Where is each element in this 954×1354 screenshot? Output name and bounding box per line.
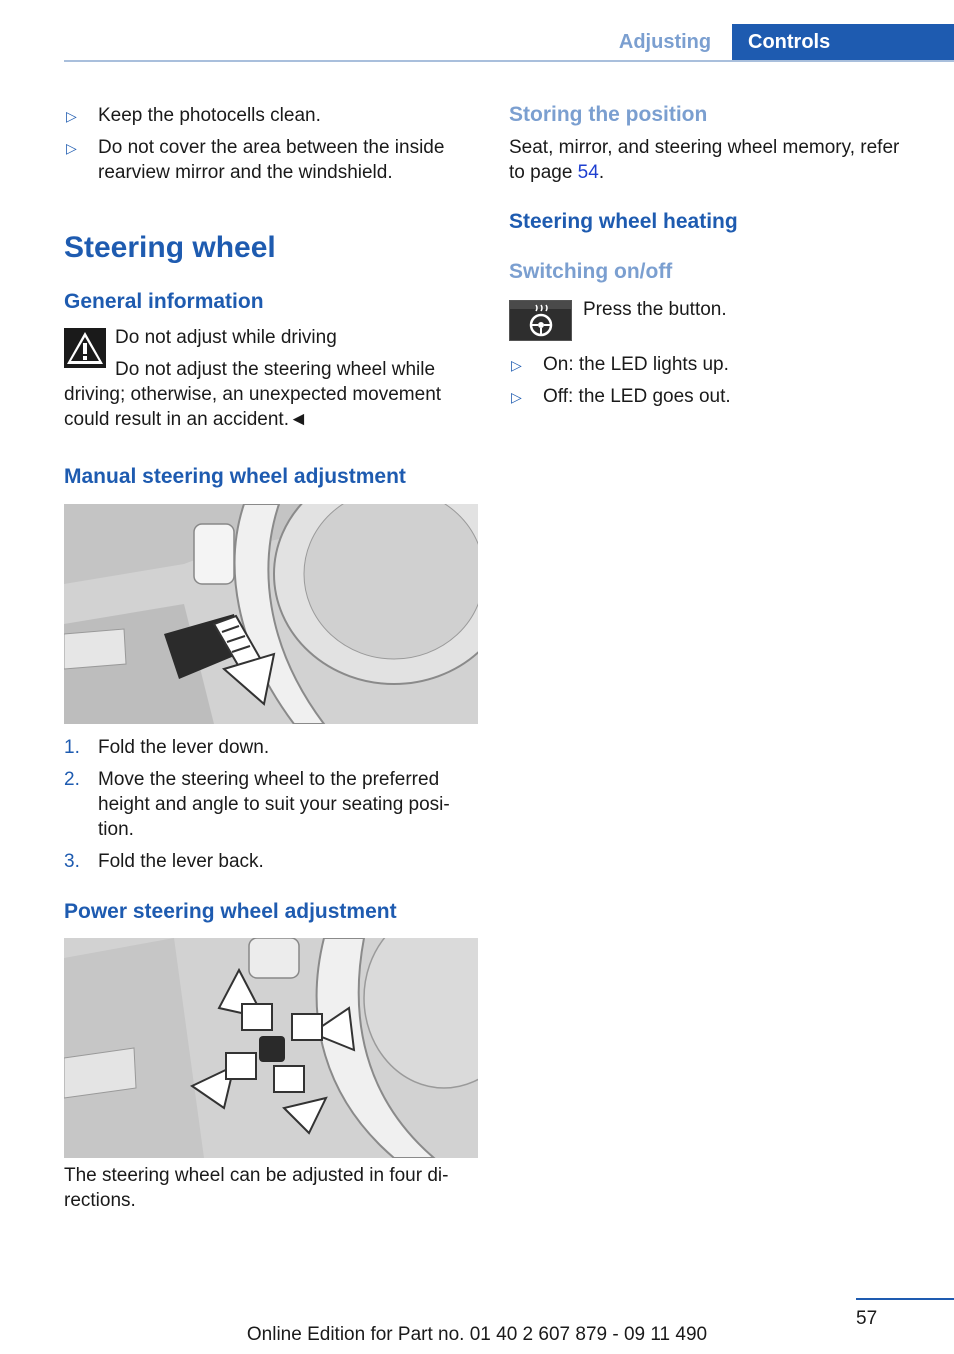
manual-adjustment-illustration <box>64 504 478 724</box>
footer-rule <box>856 1298 954 1300</box>
header-rule <box>64 60 954 62</box>
subsection-heading: Storing the position <box>509 103 708 126</box>
step-number: 2. <box>64 769 80 790</box>
step-number: 1. <box>64 737 80 758</box>
section-heading: Manual steering wheel adjustment <box>64 465 406 488</box>
bullet-text: Do not cover the area between the inside <box>98 137 445 158</box>
warning-text: driving; otherwise, an unexpected movement <box>64 384 442 405</box>
triangle-bullet-icon: ▷ <box>511 389 522 405</box>
caption-text: rections. <box>64 1190 136 1211</box>
body-text-prefix: to page <box>509 162 578 183</box>
body-text-suffix: . <box>598 162 605 183</box>
steering-wheel-heating-icon <box>509 300 572 341</box>
triangle-bullet-icon: ▷ <box>66 108 77 124</box>
step-text: Fold the lever down. <box>98 737 270 758</box>
step-number: 3. <box>64 851 80 872</box>
footer-edition: Online Edition for Part no. 01 40 2 607 879 - 09 11 490 <box>246 1324 708 1345</box>
warning-text: could result in an accident.◄ <box>64 409 308 430</box>
caption-text: The steering wheel can be adjusted in four di- <box>64 1165 449 1186</box>
page-title: Steering wheel <box>64 231 276 264</box>
step-text: Move the steering wheel to the preferred <box>98 769 440 790</box>
warning-triangle-icon <box>64 328 106 368</box>
warning-title: Do not adjust while driving <box>115 327 337 348</box>
press-instruction: Press the button. <box>583 299 727 320</box>
triangle-bullet-icon: ▷ <box>66 140 77 156</box>
bullet-text: rearview mirror and the windshield. <box>98 162 393 183</box>
subsection-heading: Switching on/off <box>509 260 673 283</box>
page-link[interactable]: 54 <box>577 162 599 183</box>
bullet-text: Keep the photocells clean. <box>98 105 321 126</box>
triangle-bullet-icon: ▷ <box>511 357 522 373</box>
section-heading: Steering wheel heating <box>509 210 738 233</box>
tab-controls[interactable]: Controls <box>732 24 954 62</box>
body-text <box>509 160 604 185</box>
page-number: 57 <box>856 1308 878 1329</box>
warning-text: Do not adjust the steering wheel while <box>115 359 436 380</box>
bullet-text: On: the LED lights up. <box>543 354 729 375</box>
section-heading: Power steering wheel adjustment <box>64 900 397 923</box>
step-text: Fold the lever back. <box>98 851 264 872</box>
section-heading: General information <box>64 290 264 313</box>
tab-adjusting[interactable]: Adjusting <box>618 31 712 53</box>
bullet-text: Off: the LED goes out. <box>543 386 731 407</box>
body-text: Seat, mirror, and steering wheel memory, refer <box>509 137 900 158</box>
step-text: height and angle to suit your seating posi- <box>98 794 450 815</box>
step-text: tion. <box>98 819 134 840</box>
power-adjustment-illustration <box>64 938 478 1158</box>
